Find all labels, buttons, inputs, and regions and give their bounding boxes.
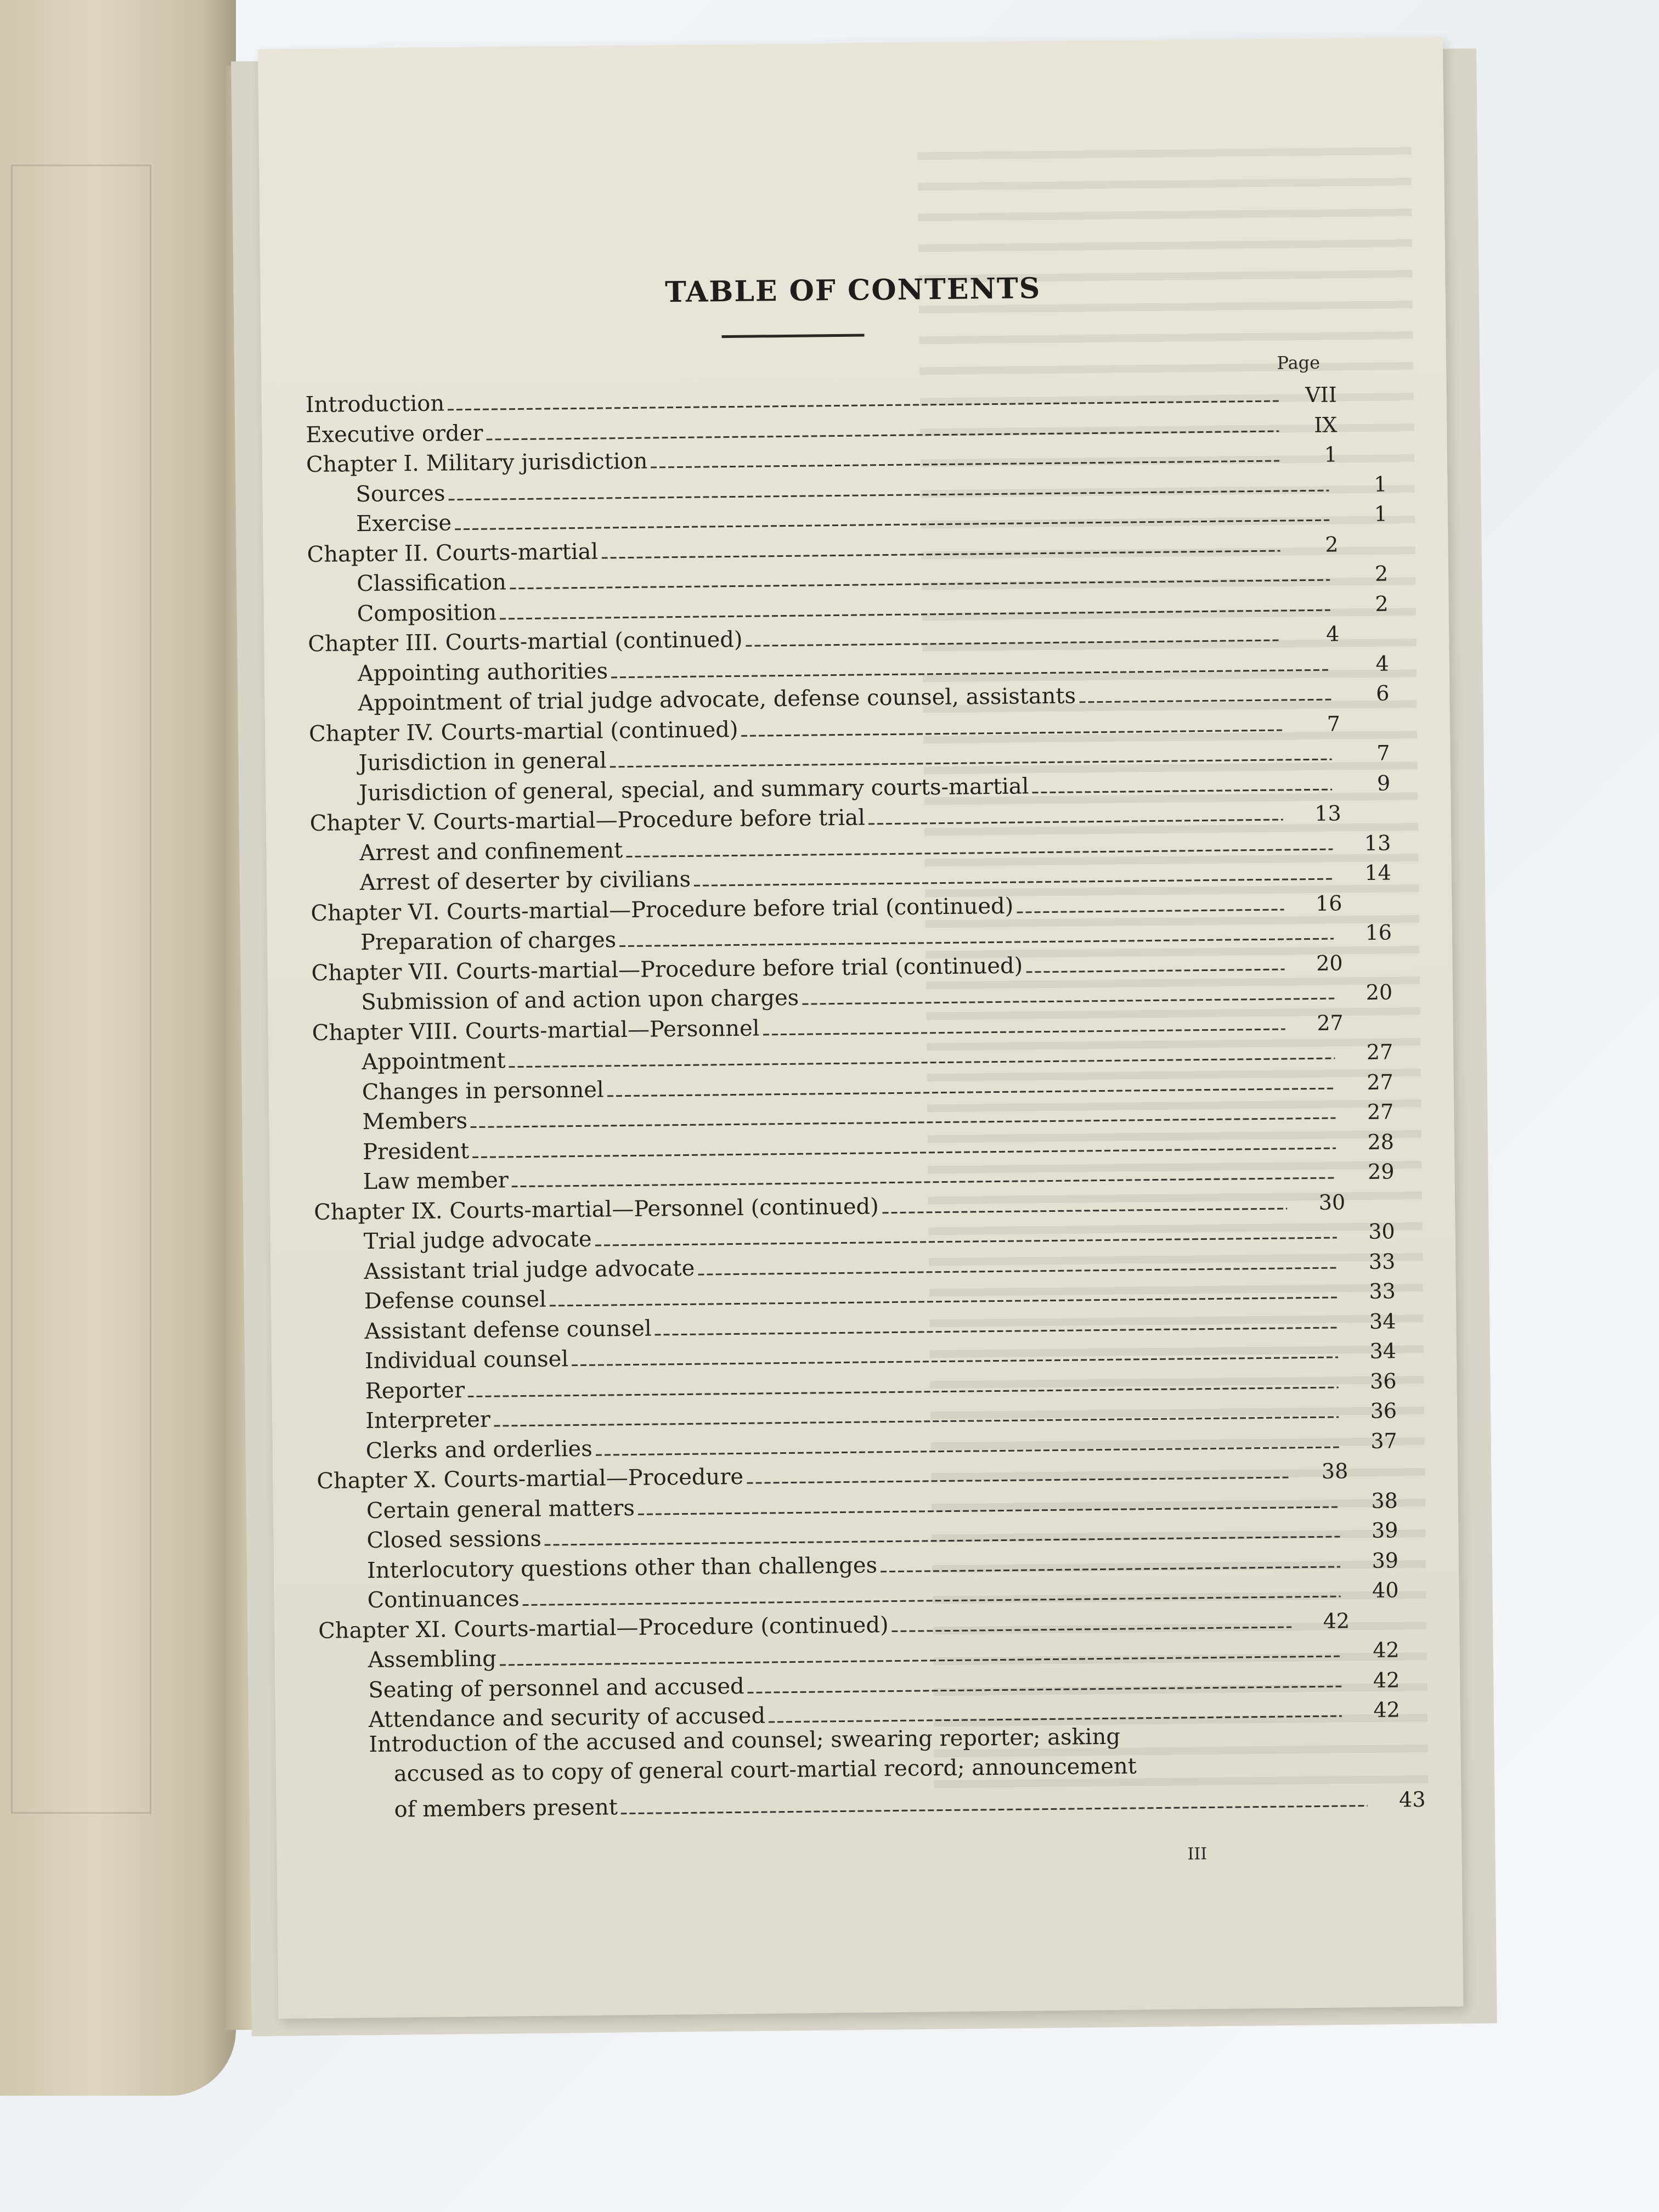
toc-entry-label: Appointment xyxy=(362,1048,506,1075)
dot-leader xyxy=(746,640,1282,647)
toc-entry-page: 34 xyxy=(1369,1339,1397,1363)
toc-entry-label: Continuances xyxy=(367,1586,520,1613)
toc-entry-label: Appointment of trial judge advocate, defense counsel, assistants xyxy=(358,683,1076,716)
toc-entry-label: Jurisdiction in general xyxy=(358,748,607,776)
toc-entry-label: Reporter xyxy=(365,1377,465,1404)
toc-entry-page: 13 xyxy=(1314,801,1341,826)
toc-entry-label: Certain general matters xyxy=(366,1495,635,1523)
toc-entry-label: Chapter VI. Courts-martial—Procedure before trial (continued) xyxy=(311,893,1014,926)
toc-entry-page: 9 xyxy=(1376,770,1391,795)
dot-leader xyxy=(610,759,1332,768)
toc-entry-label: Chapter VII. Courts-martial—Procedure before trial (continued) xyxy=(311,952,1023,986)
toc-entry-label: Exercise xyxy=(356,510,452,537)
toc-entry-page: 13 xyxy=(1364,830,1391,855)
toc-entry-label: Classification xyxy=(356,569,507,597)
page-column-heading: Page xyxy=(1277,352,1321,374)
toc-entry-page: IX xyxy=(1313,412,1338,437)
toc-entry-page: VII xyxy=(1305,382,1337,408)
toc-entry-page: 40 xyxy=(1372,1578,1399,1602)
toc-entry-label: Changes in personnel xyxy=(362,1077,604,1105)
dot-leader xyxy=(763,1028,1285,1035)
toc-entry-page: 20 xyxy=(1365,980,1393,1005)
toc-entry-label: Executive order xyxy=(306,420,483,448)
toc-entry-label: Submission of and action upon charges xyxy=(360,985,799,1015)
toc-entry-label: Composition xyxy=(357,600,497,627)
dot-leader xyxy=(595,1237,1337,1246)
dot-leader xyxy=(748,1685,1342,1693)
dot-leader xyxy=(1032,788,1333,793)
toc-entry-label: Interlocutory questions other than challenges xyxy=(366,1552,878,1583)
toc-entry-page: 14 xyxy=(1364,860,1392,885)
toc-entry-page: 30 xyxy=(1318,1189,1346,1215)
toc-entry-page: 27 xyxy=(1366,1040,1393,1064)
toc-entry-label: Trial judge advocate xyxy=(363,1226,592,1255)
toc-entry-page: 38 xyxy=(1321,1459,1348,1483)
toc-entry-page: 1 xyxy=(1374,501,1388,526)
toc-entry-label: Closed sessions xyxy=(366,1526,542,1554)
toc-entry-label: Preparation of charges xyxy=(360,927,617,956)
toc-entry-page: 16 xyxy=(1315,890,1342,916)
contents-page xyxy=(258,37,1463,2018)
toc-entry-page: 42 xyxy=(1373,1638,1400,1662)
dot-leader xyxy=(742,729,1283,736)
dot-leader xyxy=(892,1626,1292,1632)
toc-entry-page: 16 xyxy=(1365,920,1392,945)
toc-entry-page: 1 xyxy=(1324,442,1338,467)
dot-leader xyxy=(626,848,1333,857)
toc-entry-label: Individual counsel xyxy=(364,1346,569,1374)
dot-leader xyxy=(619,938,1334,947)
toc-entry-label: President xyxy=(362,1138,470,1165)
toc-entry-label: Arrest of deserter by civilians xyxy=(359,866,691,896)
toc-entry-label: Sources xyxy=(356,480,445,507)
toc-entry-page: 30 xyxy=(1368,1219,1395,1244)
dot-leader xyxy=(882,1207,1287,1214)
toc-entry-page: 2 xyxy=(1325,532,1339,557)
toc-entry-label: Arrest and confinement xyxy=(359,837,623,866)
toc-entry-page: 7 xyxy=(1376,741,1390,765)
dot-leader xyxy=(698,1267,1337,1275)
toc-entry-label: Law member xyxy=(363,1167,509,1195)
dot-leader xyxy=(1026,968,1284,973)
toc-entry-label: Chapter III. Courts-martial (continued) xyxy=(308,627,743,657)
toc-entry-page: 33 xyxy=(1369,1279,1396,1304)
dot-leader xyxy=(868,819,1283,825)
toc-entry-page: 33 xyxy=(1368,1249,1396,1274)
toc-entry-label: Assistant defense counsel xyxy=(364,1316,652,1344)
toc-entry-label: Seating of personnel and accused xyxy=(368,1673,744,1703)
dot-leader xyxy=(694,878,1333,887)
toc-entry-page: 6 xyxy=(1375,681,1390,706)
toc-entry-page: 34 xyxy=(1369,1308,1396,1334)
toc-multiline-entry-line1: Introduction of the accused and counsel; swearing reporter; asking xyxy=(369,1724,1121,1757)
toc-entry-label: Chapter X. Courts-martial—Procedure xyxy=(317,1464,744,1494)
toc-entry-page: 36 xyxy=(1369,1368,1397,1393)
toc-entry-page: 39 xyxy=(1372,1548,1399,1573)
toc-multiline-entry-line2: accused as to copy of general court-martial record; announcement xyxy=(393,1753,1137,1787)
page-title: TABLE OF CONTENTS xyxy=(664,272,1041,309)
dot-leader xyxy=(621,1804,1368,1814)
toc-entry-label: Chapter IV. Courts-martial (continued) xyxy=(308,716,738,747)
left-page-border xyxy=(11,165,151,1814)
toc-entry-page: 20 xyxy=(1316,950,1343,975)
dot-leader xyxy=(802,998,1334,1005)
toc-entry-label: Jurisdiction of general, special, and summary courts-martial xyxy=(358,773,1029,806)
toc-multiline-entry-line3 xyxy=(276,1782,1425,1823)
dot-leader xyxy=(572,1357,1338,1367)
toc-entry-label: Chapter IX. Courts-martial—Personnel (continued) xyxy=(313,1193,879,1225)
toc-entry-page: 43 xyxy=(1398,1787,1426,1812)
toc-entry-page: 42 xyxy=(1373,1667,1400,1692)
toc-entry-page: 4 xyxy=(1325,622,1340,646)
toc-entry-label: Chapter V. Courts-martial—Procedure before trial xyxy=(309,805,866,837)
toc-entry-label: Interpreter xyxy=(365,1407,491,1434)
toc-entry-label: Defense counsel xyxy=(364,1286,547,1314)
dot-leader xyxy=(596,1446,1339,1455)
toc-entry-page: 27 xyxy=(1317,1010,1344,1035)
dot-leader xyxy=(655,1327,1338,1335)
toc-entry-label: Assistant trial judge advocate xyxy=(364,1255,695,1284)
dot-leader xyxy=(1079,699,1331,703)
title-rule xyxy=(722,334,865,338)
toc-entry-label: Members xyxy=(362,1108,468,1135)
toc-entry-label: Chapter VIII. Courts-martial—Personnel xyxy=(312,1015,760,1046)
dot-leader xyxy=(881,1566,1340,1572)
toc-entry-page: 36 xyxy=(1370,1398,1397,1423)
dot-leader xyxy=(638,1506,1340,1515)
toc-entry-label: Clerks and orderlies xyxy=(365,1436,592,1464)
toc-entry-page: 1 xyxy=(1373,471,1387,496)
toc-entry-page: 37 xyxy=(1370,1428,1397,1453)
toc-entry-page: 29 xyxy=(1367,1159,1395,1184)
toc-entry-page: 27 xyxy=(1367,1069,1394,1094)
dot-leader xyxy=(611,669,1331,678)
dot-leader xyxy=(651,460,1279,469)
left-facing-page xyxy=(0,0,236,2096)
dot-leader xyxy=(747,1476,1290,1483)
toc-entry-page: 42 xyxy=(1323,1608,1350,1633)
toc-entry-label: Attendance and security of accused xyxy=(368,1703,766,1733)
toc-entry-label: Chapter XI. Courts-martial—Procedure (continued) xyxy=(318,1612,889,1644)
toc-entry-page: 2 xyxy=(1375,591,1389,616)
folio-number: III xyxy=(1187,1844,1207,1864)
dot-leader xyxy=(601,550,1280,558)
toc-entry-label: Assembling xyxy=(368,1646,497,1673)
toc-entry-page: 2 xyxy=(1374,561,1389,586)
toc-entry-page: 4 xyxy=(1375,651,1390,676)
toc-entry-page: 27 xyxy=(1367,1099,1394,1124)
dot-leader xyxy=(769,1715,1342,1723)
dot-leader xyxy=(607,1087,1335,1097)
toc-entry-label: Chapter II. Courts-martial xyxy=(307,539,599,567)
toc-entry-label: Introduction xyxy=(305,391,445,418)
toc-entry-label: Chapter I. Military jurisdiction xyxy=(306,448,648,478)
dot-leader xyxy=(1017,909,1284,913)
toc-entry-page: 28 xyxy=(1367,1129,1395,1154)
toc-entry-page: 42 xyxy=(1373,1697,1401,1722)
toc-entry-label: Appointing authorities xyxy=(357,658,608,686)
toc-entry-page: 38 xyxy=(1371,1488,1398,1513)
toc-entry-page: 7 xyxy=(1327,711,1341,736)
toc-entry-page: 39 xyxy=(1371,1518,1398,1543)
toc-entry-label: of members present xyxy=(394,1794,618,1822)
